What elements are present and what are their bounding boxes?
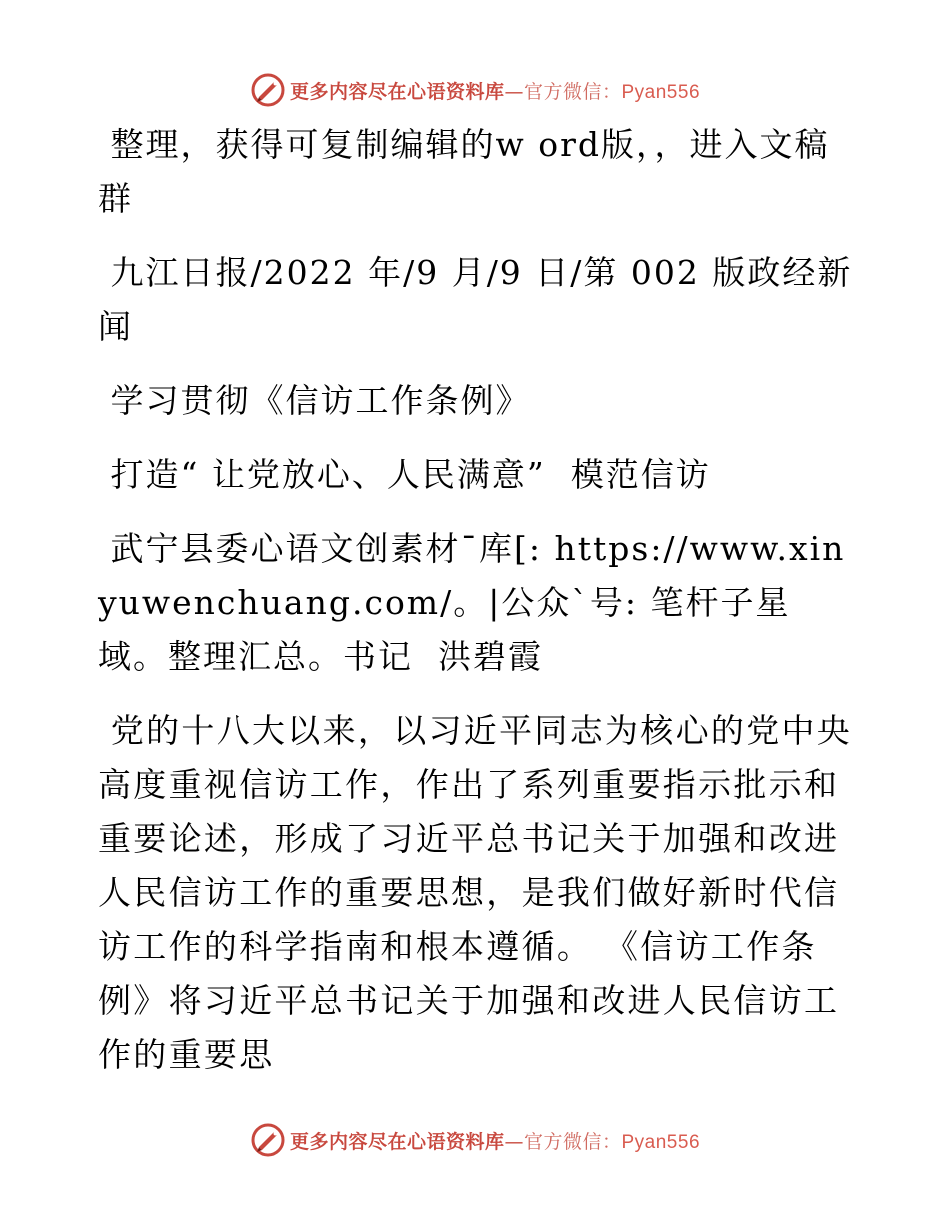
banner-main-text: 更多内容尽在心语资料库 (289, 80, 505, 103)
banner-dash: — (504, 80, 524, 103)
pen-seal-icon (250, 1122, 286, 1158)
headline-paragraph: 学习贯彻《信访工作条例》 (98, 381, 531, 420)
pen-seal-icon (250, 72, 286, 108)
source-line-paragraph: 九江日报/2022 年/9 月/9 日/第 002 版政经新闻 (98, 253, 853, 346)
banner-dash: — (504, 1130, 524, 1153)
header-watermark-banner (0, 72, 950, 108)
intro-note-paragraph: 整理，获得可复制编辑的w ord版，，进入文稿群 (98, 125, 830, 218)
footer-watermark-banner (0, 1122, 950, 1158)
body-paragraph: 党的十八大以来，以习近平同志为核心的党中央高度重视信访工作，作出了系列重要指示批示和重要论述，形成了习近平总书记关于加强和改进人民信访工作的重要思想，是我们做好新时代信访工作的科学指南和根本遵循。 《信访工作条例》将习近平总书记关于加强和改进人民信访工作的重要思 (98, 711, 853, 1074)
banner-wechat-handle: Pyan556 (621, 81, 701, 103)
banner-wechat-handle: Pyan556 (621, 1131, 701, 1153)
subheadline-paragraph: 打造“ 让党放心、人民满意” 模范信访 (98, 455, 711, 494)
author-paragraph: 武宁县委心语文创素材¯库[: https://www.xinyuwenchuang.com/。|公众`号: 笔杆子星域。整理汇总。书记 洪碧霞 (98, 529, 846, 676)
banner-wechat-label: 官方微信： (523, 80, 622, 103)
banner-wechat-label: 官方微信： (523, 1130, 622, 1153)
banner-main-text: 更多内容尽在心语资料库 (289, 1130, 505, 1153)
document-body (98, 118, 858, 1102)
